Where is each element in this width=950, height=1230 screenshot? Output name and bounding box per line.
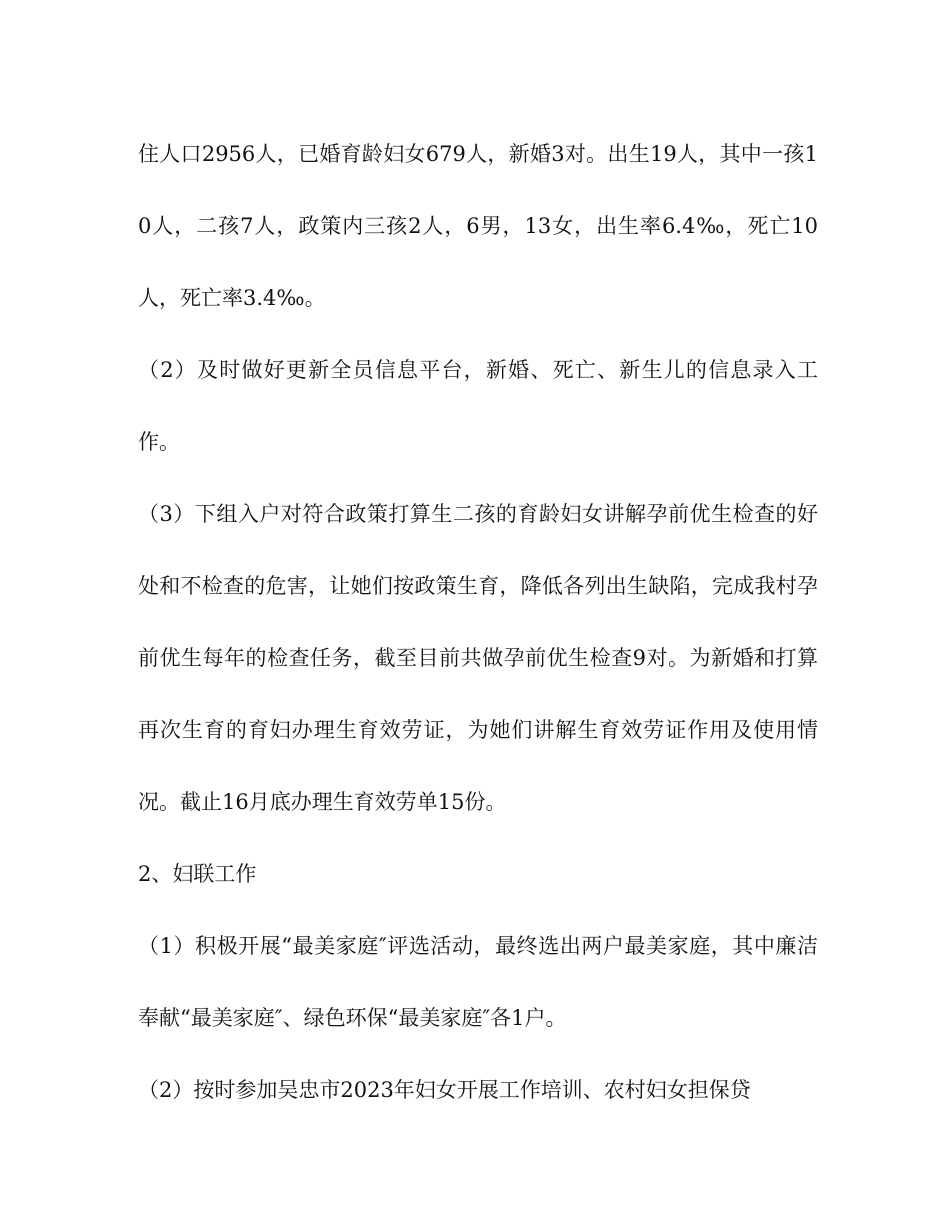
paragraph-population-stats: 住人口2956人，已婚育龄妇女679人，新婚3对。出生19人，其中一孩10人，二孩7人，政策内三孩2人，6男，13女，出生率6.4‰，死亡10人，死亡率3.4‰。 [138,142,818,310]
paragraph-best-family: （1）积极开展“最美家庭″评选活动，最终选出两户最美家庭，其中廉洁奉献“最美家庭″、绿色环保“最美家庭″各1户。 [138,934,818,1030]
paragraph-info-platform: （2）及时做好更新全员信息平台，新婚、死亡、新生儿的信息录入工作。 [138,358,818,454]
section-heading-womens-federation: 2、妇联工作 [138,862,257,886]
paragraph-training: （2）按时参加吴忠市2023年妇女开展工作培训、农村妇女担保贷 [138,1078,751,1102]
document-body [138,118,818,1126]
paragraph-prenatal-checks: （3）下组入户对符合政策打算生二孩的育龄妇女讲解孕前优生检查的好处和不检查的危害，让她们按政策生育，降低各列出生缺陷，完成我村孕前优生每年的检查任务，截至目前共做孕前优生检查9对。为新婚和打算再次生育的育妇办理生育效劳证，为她们讲解生育效劳证作用及使用情况。截止16月底办理生育效劳单15份。 [138,502,818,814]
